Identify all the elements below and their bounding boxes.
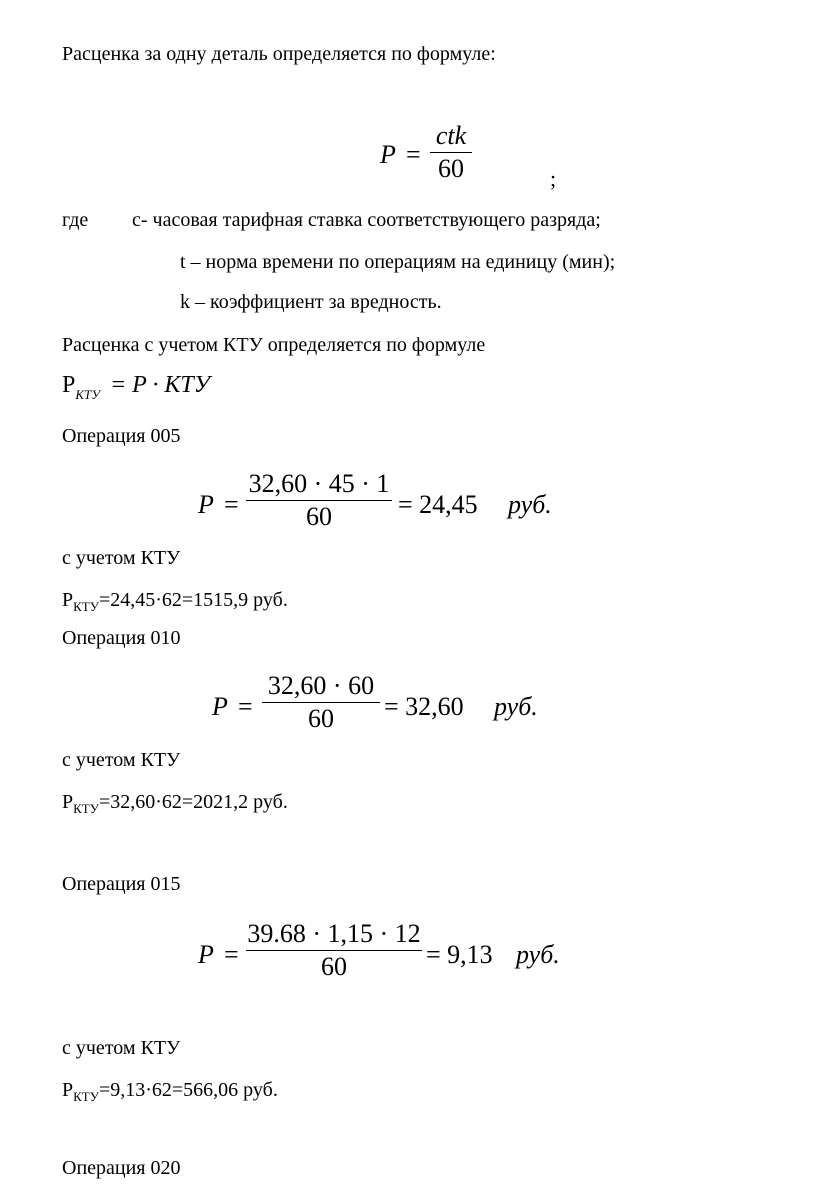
formula-denominator: 60 (321, 952, 347, 981)
ktu-result (62, 588, 288, 619)
ktu-formula (62, 372, 210, 403)
formula-result: = 24,45 (398, 490, 478, 519)
ktu-result-p: Р (62, 589, 74, 611)
ktu-result-rest: =32,60·62=2021,2 руб. (98, 791, 288, 813)
where-c: с- часовая тарифная ставка соответствующего разряда; (132, 209, 601, 231)
ktu-result-rest: =24,45·62=1515,9 руб. (98, 589, 288, 611)
ktu-result (62, 790, 288, 821)
formula-numerator: 32,60 · 60 (267, 671, 375, 700)
main-formula-numerator: ctk (435, 121, 467, 150)
ktu-label: с учетом КТУ (62, 749, 181, 771)
operation-title: Операция 015 (62, 873, 181, 895)
ktu-result-sub: КТУ (73, 801, 99, 816)
ktu-result-p: Р (62, 1079, 74, 1101)
main-formula-lhs: P (380, 140, 396, 169)
main-formula-semicolon: ; (550, 166, 557, 191)
operation-title: Операция 010 (62, 627, 181, 649)
operation-title: Операция 005 (62, 425, 181, 447)
formula-fraction (246, 468, 392, 533)
main-formula-fraction (430, 120, 472, 185)
formula-fraction (246, 918, 422, 983)
where-k: k – коэффициент за вредность. (180, 291, 442, 313)
formula-eq: = (238, 692, 253, 721)
where-t: t – норма времени по операциям на единицу (мин); (180, 251, 616, 273)
ktu-result-rest: =9,13·62=566,06 руб. (98, 1079, 278, 1101)
formula-numerator: 32,60 · 45 · 1 (248, 469, 390, 498)
formula-lhs: P (198, 490, 214, 519)
formula-result: = 9,13 (426, 940, 493, 969)
ktu-label: с учетом КТУ (62, 547, 181, 569)
intro-text: Расценка за одну деталь определяется по формуле: (62, 43, 496, 65)
ktu-label: с учетом КТУ (62, 1037, 181, 1059)
ktu-formula-lhs: Р (62, 372, 76, 398)
formula-unit: руб. (516, 940, 560, 969)
ktu-intro: Расценка с учетом КТУ определяется по формуле (62, 334, 486, 356)
ktu-formula-rhs: = P · КТУ (109, 372, 210, 398)
main-formula-denominator: 60 (438, 154, 464, 183)
formula-fraction (262, 670, 380, 735)
operation-title: Операция 020 (62, 1157, 181, 1179)
formula-eq: = (224, 940, 239, 969)
formula-lhs: P (212, 692, 228, 721)
formula-unit: руб. (494, 692, 538, 721)
formula-denominator: 60 (308, 704, 334, 733)
formula-lhs: P (198, 940, 214, 969)
where-label: где (62, 209, 89, 231)
ktu-result-p: Р (62, 791, 74, 813)
formula-result: = 32,60 (384, 692, 464, 721)
ktu-result-sub: КТУ (73, 599, 99, 614)
formula-denominator: 60 (306, 502, 332, 531)
ktu-formula-sub: КТУ (75, 387, 100, 402)
formula-numerator: 39.68 · 1,15 · 12 (247, 919, 421, 948)
formula-unit: руб. (508, 490, 552, 519)
ktu-result (62, 1078, 278, 1109)
formula-eq: = (224, 490, 239, 519)
ktu-result-sub: КТУ (73, 1089, 99, 1104)
main-formula-eq: = (406, 140, 421, 169)
